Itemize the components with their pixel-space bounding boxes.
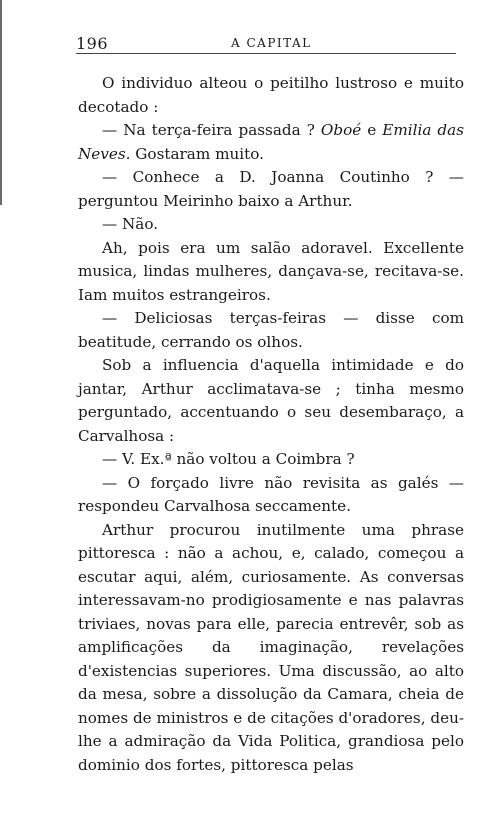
text-run: — Conhece a D. Joanna Coutinho ? — perguntou Meirinho baixo a Arthur.: [78, 168, 464, 210]
header-rule: [76, 53, 456, 54]
paragraph-p2: [78, 119, 464, 166]
italic-text: Oboé: [320, 121, 362, 139]
page-number: 196: [76, 34, 109, 53]
italic-text: Emilia das Neves.: [78, 121, 464, 163]
body-text: [78, 72, 464, 777]
page-edge-mark: [0, 0, 2, 205]
paragraph-p1: [78, 72, 464, 119]
paragraph-p4: [78, 213, 464, 237]
paragraph-p5: [78, 237, 464, 308]
page-header: [76, 34, 464, 54]
paragraph-p8: [78, 448, 464, 472]
paragraph-p7: [78, 354, 464, 448]
text-run: Arthur procurou inutilmente uma phrase pittoresca : não a achou, e, calado, começou a escutar aqui, além, curiosamente. As conversas interessavam-no prodigiosamente e nas palavras triviaes, novas para elle, parecia entrevêr, sob as amplificações da imaginação, revelações d'existencias superiores. Uma discussão, ao alto da mesa, sobre a dissolução da Camara, cheia de nomes de ministros e de citações d'oradores, deu-lhe a admiração da Vida Politica, grandiosa pelo dominio dos fortes, pittoresca pelas: [78, 520, 464, 774]
paragraph-p3: [78, 166, 464, 213]
paragraph-p9: [78, 472, 464, 519]
text-run: — Deliciosas terças-feiras — disse com beatitude, cerrando os olhos.: [78, 309, 464, 351]
paragraph-p6: [78, 307, 464, 354]
paragraph-p10: [78, 519, 464, 778]
text-run: — Não.: [102, 215, 159, 233]
running-title: A CAPITAL: [231, 36, 312, 50]
text-run: — Na terça-feira passada ?: [102, 121, 321, 139]
text-run: Ah, pois era um salão adoravel. Excellente musica, lindas mulheres, dançava-se, recitava-se. Iam muitos estrangeiros.: [78, 238, 464, 304]
text-run: e: [361, 121, 383, 139]
text-run: O individuo alteou o peitilho lustroso e muito decotado :: [78, 74, 464, 116]
text-run: — V. Ex.ª não voltou a Coimbra ?: [102, 450, 355, 468]
text-run: Gostaram muito.: [130, 144, 264, 163]
text-run: Sob a influencia d'aquella intimidade e do jantar, Arthur acclimatava-se ; tinha mesmo perguntado, accentuando o seu desembaraço, a Carvalhosa :: [78, 356, 464, 445]
text-run: — O forçado livre não revisita as galés — respondeu Carvalhosa seccamente.: [78, 473, 464, 515]
